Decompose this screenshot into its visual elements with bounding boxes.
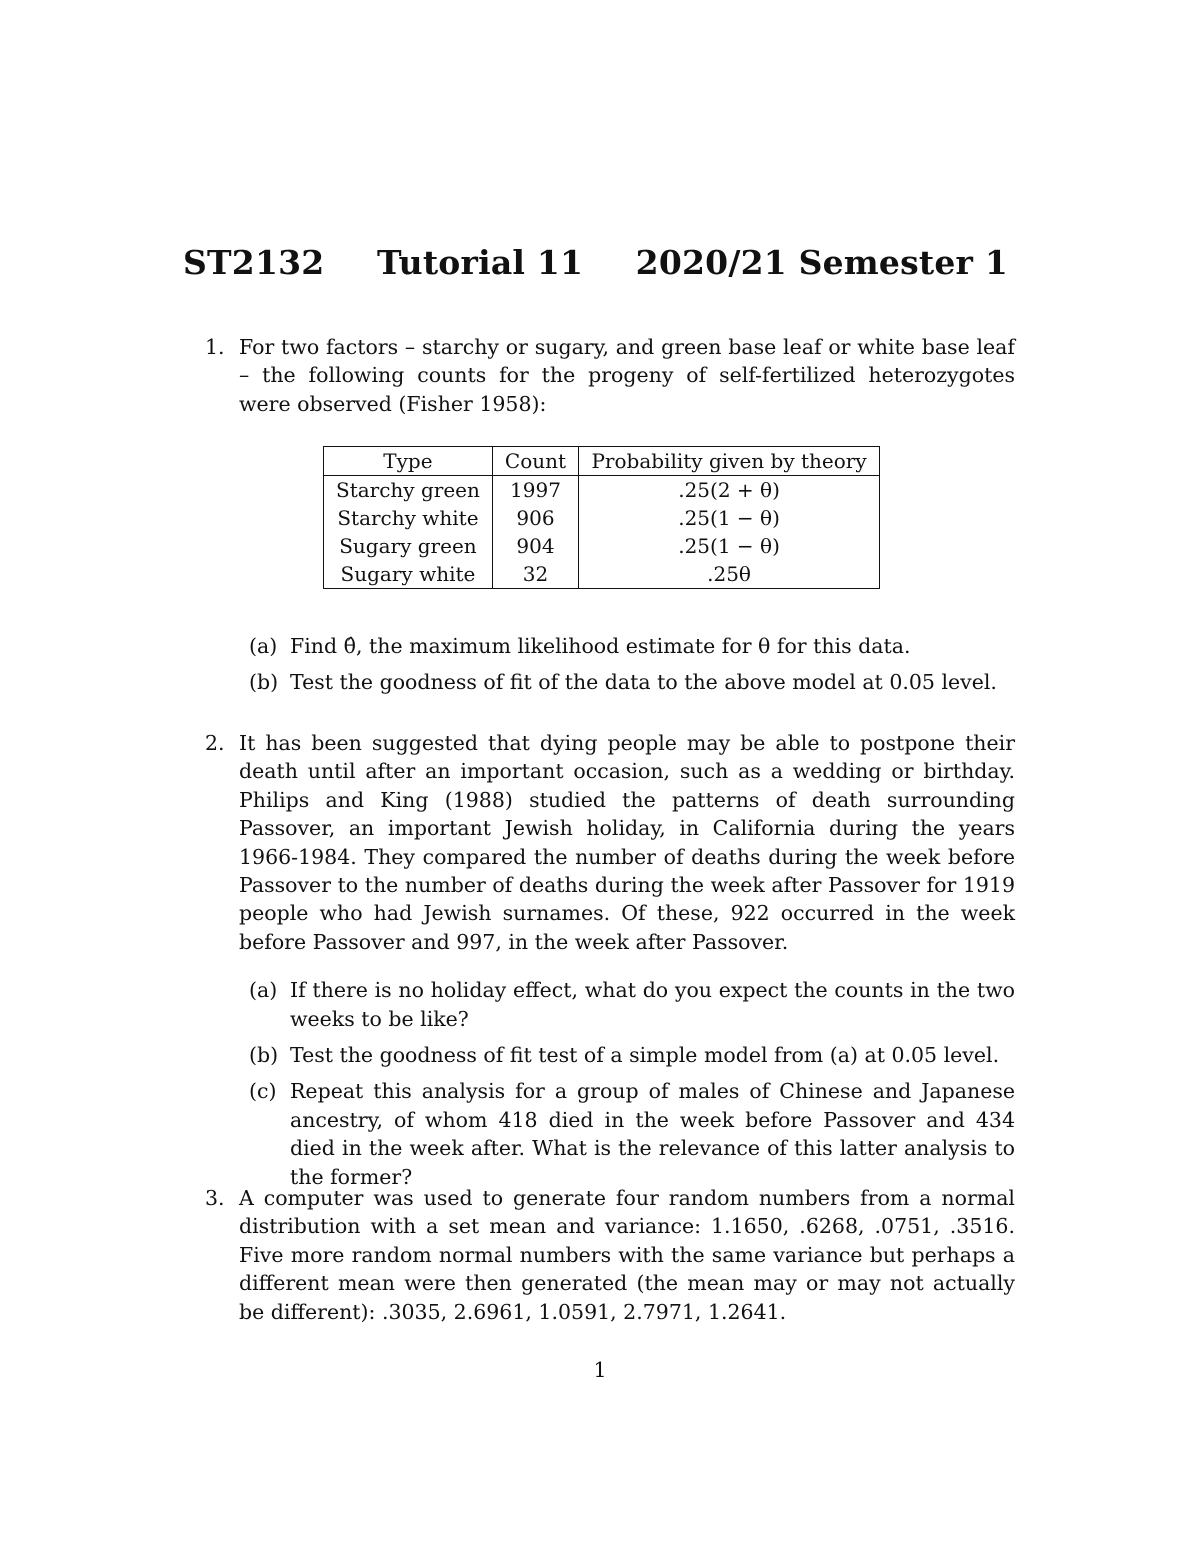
cell-count: 1997 bbox=[492, 476, 578, 505]
question-text: It has been suggested that dying people may be able to postpone their death until after an important occasion, such as a wedding or birthday. Philips and King (1988) studied the patterns of death surrounding Passover, an important Jewish holiday, in California during the years 1966-1984. They compared the number of deaths during the week before Passover to the number of deaths during the week after Passover for 1919 people who had Jewish surnames. Of these, 922 occurred in the week before Passover and 997, in the week after Passover. bbox=[239, 731, 1015, 954]
column-header-probability: Probability given by theory bbox=[579, 447, 880, 476]
subquestion-label: (b) bbox=[249, 1043, 279, 1068]
subquestion-text: Test the goodness of fit of the data to the above model at 0.05 level. bbox=[290, 670, 997, 695]
subquestion-label: (b) bbox=[249, 670, 279, 695]
question-1-parts bbox=[205, 632, 1015, 697]
table-row bbox=[324, 504, 880, 532]
subquestion-label: (a) bbox=[249, 978, 278, 1003]
column-header-type: Type bbox=[324, 447, 493, 476]
course-code: ST2132 bbox=[183, 243, 325, 282]
cell-probability: .25(2 + θ) bbox=[579, 476, 880, 505]
question-1 bbox=[205, 333, 1015, 418]
cell-probability: .25(1 − θ) bbox=[579, 504, 880, 532]
cell-count: 32 bbox=[492, 560, 578, 589]
question-3 bbox=[205, 1184, 1015, 1326]
question-number: 3. bbox=[205, 1186, 225, 1210]
subquestion-text: Find θ̂, the maximum likelihood estimate for θ for this data. bbox=[290, 634, 911, 658]
question-2 bbox=[205, 729, 1015, 1191]
subquestion-label: (c) bbox=[249, 1079, 277, 1104]
probability-table bbox=[323, 446, 880, 589]
cell-type: Starchy green bbox=[324, 476, 493, 505]
subquestion-a bbox=[239, 976, 1015, 1033]
subquestion-c bbox=[239, 1077, 1015, 1191]
semester: 2020/21 Semester 1 bbox=[635, 243, 1008, 282]
subquestion-b bbox=[239, 1041, 1015, 1069]
page-number: 1 bbox=[593, 1358, 607, 1382]
question-number: 1. bbox=[205, 335, 225, 359]
table-header-row bbox=[324, 447, 880, 476]
cell-probability: .25θ bbox=[579, 560, 880, 589]
cell-type: Sugary white bbox=[324, 560, 493, 589]
question-text: A computer was used to generate four random numbers from a normal distribution with a set mean and variance: 1.1650, .6268, .0751, .3516. Five more random normal numbers with the same variance but perhaps a different mean were then generated (the mean may or may not actually be different): .3035, 2.6961, 1.0591, 2.7971, 1.2641. bbox=[239, 1186, 1015, 1324]
subquestion-text: If there is no holiday effect, what do you expect the counts in the two weeks to be like? bbox=[290, 978, 1015, 1031]
tutorial-title: Tutorial 11 bbox=[376, 243, 584, 282]
table-row bbox=[324, 476, 880, 505]
cell-type: Starchy white bbox=[324, 504, 493, 532]
table-row bbox=[324, 532, 880, 560]
subquestion-a bbox=[239, 632, 1015, 660]
cell-type: Sugary green bbox=[324, 532, 493, 560]
cell-count: 904 bbox=[492, 532, 578, 560]
header bbox=[183, 243, 1008, 282]
question-text: For two factors – starchy or sugary, and green base leaf or white base leaf – the following counts for the progeny of self-fertilized heterozygotes were observed (Fisher 1958): bbox=[239, 335, 1015, 416]
subquestion-text: Repeat this analysis for a group of males of Chinese and Japanese ancestry, of whom 418 died in the week before Passover and 434 died in the week after. What is the relevance of this latter analysis to the former? bbox=[290, 1079, 1015, 1189]
question-number: 2. bbox=[205, 731, 225, 755]
column-header-count: Count bbox=[492, 447, 578, 476]
cell-count: 906 bbox=[492, 504, 578, 532]
subquestion-label: (a) bbox=[249, 634, 278, 658]
table-row bbox=[324, 560, 880, 589]
subquestion-b bbox=[239, 668, 1015, 696]
subquestion-text: Test the goodness of fit test of a simple model from (a) at 0.05 level. bbox=[290, 1043, 1000, 1068]
cell-probability: .25(1 − θ) bbox=[579, 532, 880, 560]
